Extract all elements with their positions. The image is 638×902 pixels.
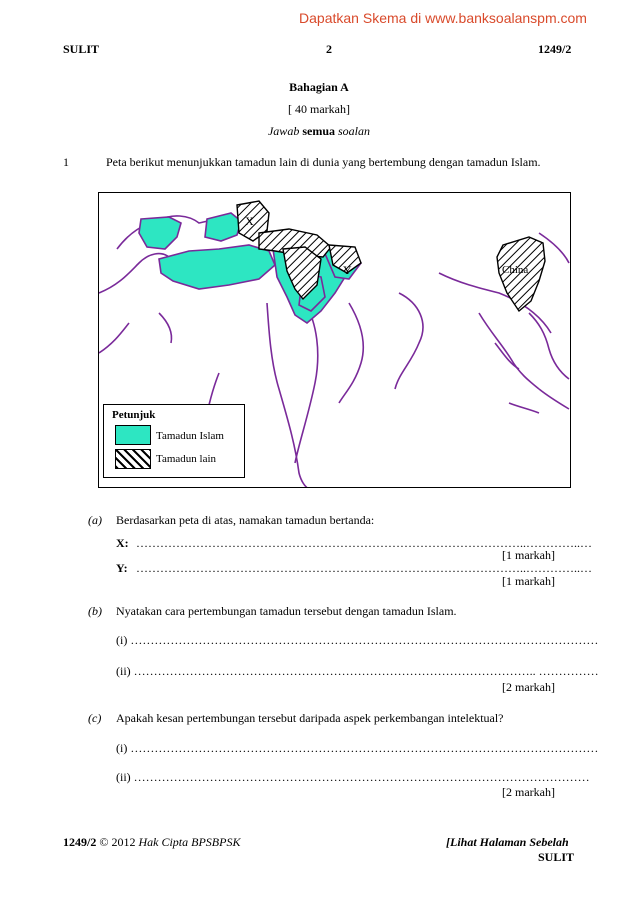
banner-link[interactable]: Dapatkan Skema di www.banksoalanspm.com <box>299 10 587 26</box>
part-a-prompt: Berdasarkan peta di atas, namakan tamadun bertanda: <box>116 513 375 527</box>
legend-label-other: Tamadun lain <box>156 453 217 465</box>
part-c-answer-ii[interactable]: (ii) …………………………………………………………………………………………………… <box>116 770 590 784</box>
part-a-x-label: X: <box>116 536 129 550</box>
question-text: Peta berikut menunjukkan tamadun lain di dunia yang bertembung dengan tamadun Islam. <box>106 155 541 169</box>
section-title: Bahagian A <box>289 80 349 94</box>
part-a-x-mark: [1 markah] <box>502 548 555 562</box>
part-a-x-answer-line[interactable]: ……………………………………………………………………………………..…………..… <box>136 536 592 550</box>
part-b-answer-ii[interactable]: (ii) ……………………………………………………………………………………….. …………… <box>116 664 599 678</box>
question-number: 1 <box>63 155 69 169</box>
part-c-prompt: Apakah kesan pertembungan tersebut daripada aspek perkembangan intelektual? <box>116 711 504 725</box>
part-c-letter: (c) <box>88 711 102 725</box>
part-a-y-answer-line[interactable]: ……………………………………………………………………………………..…………..… <box>136 561 592 575</box>
map-label-x: X <box>245 214 254 228</box>
footer-next-page: [Lihat Halaman Sebelah <box>446 835 569 849</box>
legend-swatch-islam <box>115 425 151 445</box>
part-b-answer-i[interactable]: (i) ……………………………………………………………………………………………………… <box>116 633 599 647</box>
part-a-letter: (a) <box>88 513 102 527</box>
part-c-mark: [2 markah] <box>502 785 555 799</box>
map-label-y: Y <box>343 263 352 277</box>
map-label-china: China <box>502 264 529 276</box>
legend-label-islam: Tamadun Islam <box>156 430 224 442</box>
paper-code: 1249/2 <box>538 42 572 56</box>
section-instruction: Jawab semua soalan <box>267 124 371 138</box>
legend-swatch-other <box>115 449 151 469</box>
part-a-y-label: Y: <box>116 561 128 575</box>
part-b-mark: [2 markah] <box>502 680 555 694</box>
header-sulit: SULIT <box>63 42 100 56</box>
part-c-answer-i[interactable]: (i) ……………………………………………………………………………………………………… <box>116 741 599 755</box>
section-marks: [ 40 markah] <box>288 102 350 116</box>
page-number: 2 <box>326 42 332 56</box>
footer-copyright: 1249/2 © 2012 Hak Cipta BPSBPSK <box>63 835 241 849</box>
map-legend <box>103 404 245 478</box>
part-b-prompt: Nyatakan cara pertembungan tamadun tersebut dengan tamadun Islam. <box>116 604 457 618</box>
part-b-letter: (b) <box>88 604 102 618</box>
footer-sulit: SULIT <box>538 850 575 864</box>
legend-title: Petunjuk <box>112 409 156 421</box>
part-a-y-mark: [1 markah] <box>502 574 555 588</box>
